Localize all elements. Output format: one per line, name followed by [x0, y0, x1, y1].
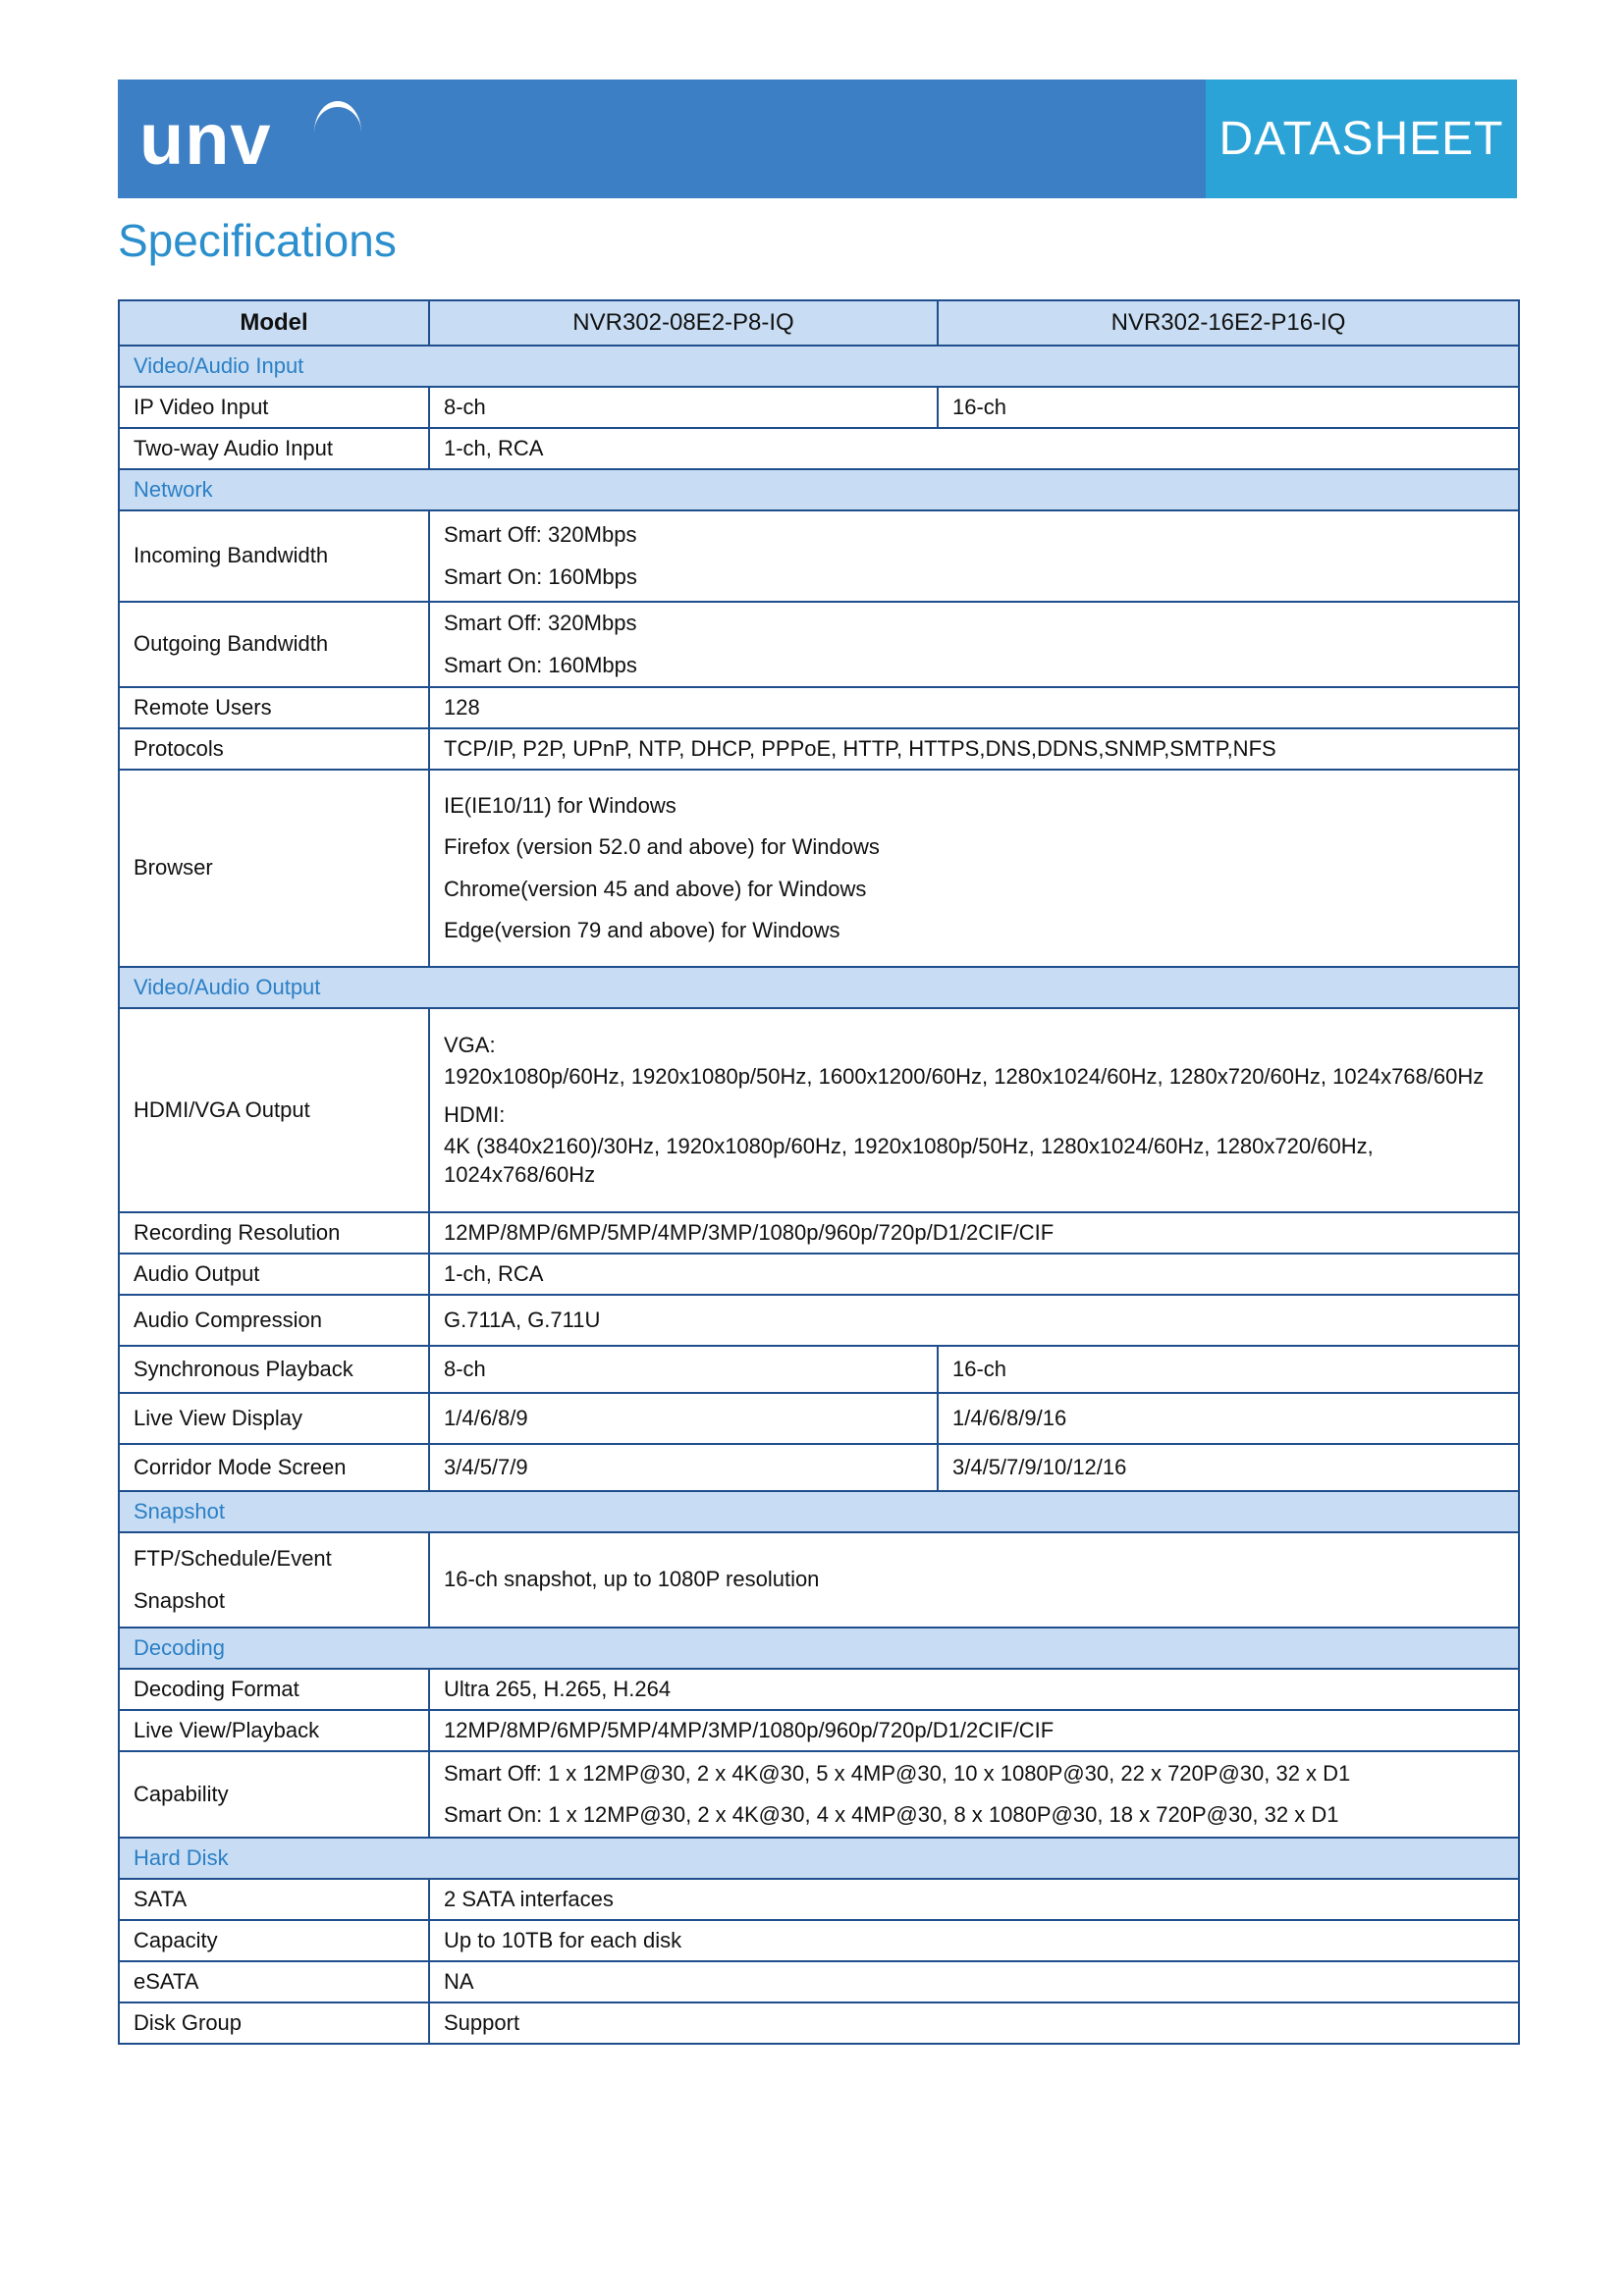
brand-logo [118, 80, 1206, 198]
row-value-1: 8-ch [429, 387, 938, 428]
row-value: G.711A, G.711U [429, 1295, 1519, 1346]
label-line: Snapshot [134, 1587, 225, 1613]
row-label: eSATA [119, 1961, 429, 2002]
row-value: 12MP/8MP/6MP/5MP/4MP/3MP/1080p/960p/720p/D1/2CIF/CIF [429, 1212, 1519, 1254]
row-value: NA [429, 1961, 1519, 2002]
row-label: Remote Users [119, 687, 429, 728]
row-label: Audio Output [119, 1254, 429, 1295]
row-value: Up to 10TB for each disk [429, 1920, 1519, 1961]
row-label: Protocols [119, 728, 429, 770]
row-label: Live View/Playback [119, 1710, 429, 1751]
row-label: Disk Group [119, 2002, 429, 2044]
value-line: Edge(version 79 and above) for Windows [444, 918, 840, 943]
datasheet-badge: DATASHEET [1206, 80, 1517, 198]
section-video-audio-input [119, 346, 1519, 387]
header-bar [118, 80, 1517, 198]
table-row [119, 1961, 1519, 2002]
row-label: Two-way Audio Input [119, 428, 429, 469]
row-value-1: 1/4/6/8/9 [429, 1393, 938, 1444]
table-row [119, 1393, 1519, 1444]
row-value-1: 3/4/5/7/9 [429, 1444, 938, 1491]
row-value-2: 1/4/6/8/9/16 [938, 1393, 1519, 1444]
row-label: SATA [119, 1879, 429, 1920]
row-value-2: 16-ch [938, 387, 1519, 428]
section-hard-disk [119, 1838, 1519, 1879]
row-value: Ultra 265, H.265, H.264 [429, 1669, 1519, 1710]
value-line: IE(IE10/11) for Windows [444, 792, 677, 818]
section-label: Snapshot [119, 1491, 1519, 1532]
model-label: Model [119, 300, 429, 346]
table-row [119, 1346, 1519, 1393]
row-value [429, 1008, 1519, 1212]
model-1: NVR302-08E2-P8-IQ [429, 300, 938, 346]
row-label: IP Video Input [119, 387, 429, 428]
section-label: Video/Audio Input [119, 346, 1519, 387]
row-value-2: 16-ch [938, 1346, 1519, 1393]
row-value [429, 1751, 1519, 1838]
row-label: Synchronous Playback [119, 1346, 429, 1393]
table-row [119, 1669, 1519, 1710]
row-value: 1-ch, RCA [429, 428, 1519, 469]
table-row [119, 387, 1519, 428]
table-header-row [119, 300, 1519, 346]
row-value: 2 SATA interfaces [429, 1879, 1519, 1920]
section-label: Decoding [119, 1628, 1519, 1669]
table-row [119, 1879, 1519, 1920]
row-value: 1-ch, RCA [429, 1254, 1519, 1295]
table-row [119, 1920, 1519, 1961]
row-value: 16-ch snapshot, up to 1080P resolution [429, 1532, 1519, 1628]
section-label: Video/Audio Output [119, 967, 1519, 1008]
row-value [429, 770, 1519, 967]
label-line: FTP/Schedule/Event [134, 1546, 332, 1572]
table-row [119, 510, 1519, 602]
logo-text: unv [139, 98, 272, 180]
row-label: HDMI/VGA Output [119, 1008, 429, 1212]
hdmi-value: 4K (3840x2160)/30Hz, 1920x1080p/60Hz, 1920x1080p/50Hz, 1280x1024/60Hz, 1280x720/60Hz, 1024x768/60Hz [444, 1134, 1374, 1188]
section-network [119, 469, 1519, 510]
hdmi-label: HDMI: [444, 1101, 506, 1127]
table-row [119, 1444, 1519, 1491]
table-row [119, 1212, 1519, 1254]
table-row [119, 1254, 1519, 1295]
model-2: NVR302-16E2-P16-IQ [938, 300, 1519, 346]
table-row [119, 1532, 1519, 1628]
row-label [119, 1532, 429, 1628]
row-label: Decoding Format [119, 1669, 429, 1710]
row-value: 12MP/8MP/6MP/5MP/4MP/3MP/1080p/960p/720p/D1/2CIF/CIF [429, 1710, 1519, 1751]
vga-value: 1920x1080p/60Hz, 1920x1080p/50Hz, 1600x1200/60Hz, 1280x1024/60Hz, 1280x720/60Hz, 1024x768/60Hz [444, 1064, 1485, 1090]
value-line: Smart On: 160Mbps [444, 563, 637, 589]
section-snapshot [119, 1491, 1519, 1532]
section-label: Hard Disk [119, 1838, 1519, 1879]
table-row [119, 2002, 1519, 2044]
table-row [119, 1751, 1519, 1838]
row-value: Support [429, 2002, 1519, 2044]
value-line: Smart On: 160Mbps [444, 652, 637, 677]
row-value [429, 602, 1519, 687]
row-value [429, 510, 1519, 602]
row-label: Recording Resolution [119, 1212, 429, 1254]
spec-table [118, 299, 1520, 2045]
row-label: Capability [119, 1751, 429, 1838]
table-row [119, 728, 1519, 770]
table-row [119, 1295, 1519, 1346]
value-line: Smart Off: 1 x 12MP@30, 2 x 4K@30, 5 x 4MP@30, 10 x 1080P@30, 22 x 720P@30, 32 x D1 [444, 1760, 1351, 1786]
table-row [119, 687, 1519, 728]
row-label: Outgoing Bandwidth [119, 602, 429, 687]
value-line: Chrome(version 45 and above) for Windows [444, 876, 867, 901]
row-label: Live View Display [119, 1393, 429, 1444]
row-label: Browser [119, 770, 429, 967]
vga-label: VGA: [444, 1032, 496, 1057]
table-row [119, 770, 1519, 967]
row-value: TCP/IP, P2P, UPnP, NTP, DHCP, PPPoE, HTTP, HTTPS,DNS,DDNS,SNMP,SMTP,NFS [429, 728, 1519, 770]
section-decoding [119, 1628, 1519, 1669]
table-row [119, 1008, 1519, 1212]
table-row [119, 428, 1519, 469]
section-video-audio-output [119, 967, 1519, 1008]
value-line: Smart Off: 320Mbps [444, 521, 637, 547]
page-title: Specifications [118, 215, 397, 266]
table-row [119, 1710, 1519, 1751]
row-value: 128 [429, 687, 1519, 728]
value-line: Firefox (version 52.0 and above) for Windows [444, 834, 880, 860]
row-label: Corridor Mode Screen [119, 1444, 429, 1491]
row-label: Capacity [119, 1920, 429, 1961]
table-row [119, 602, 1519, 687]
row-label: Audio Compression [119, 1295, 429, 1346]
value-line: Smart On: 1 x 12MP@30, 2 x 4K@30, 4 x 4MP@30, 8 x 1080P@30, 18 x 720P@30, 32 x D1 [444, 1802, 1339, 1828]
row-label: Incoming Bandwidth [119, 510, 429, 602]
row-value-2: 3/4/5/7/9/10/12/16 [938, 1444, 1519, 1491]
row-value-1: 8-ch [429, 1346, 938, 1393]
value-line: Smart Off: 320Mbps [444, 611, 637, 635]
section-label: Network [119, 469, 1519, 510]
